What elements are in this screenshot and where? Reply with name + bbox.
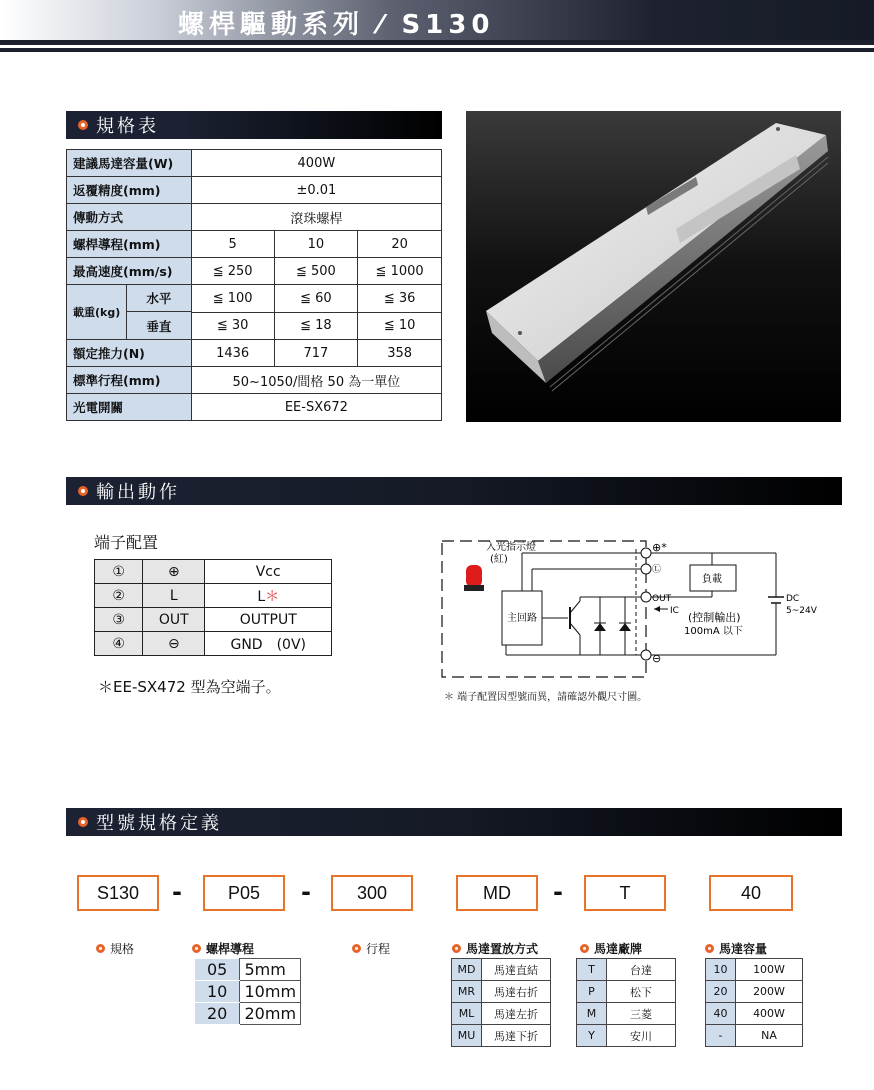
- table-row: [195, 981, 301, 1003]
- caption-mount: [452, 940, 538, 957]
- table-row: [67, 177, 442, 204]
- spec-value: 717: [274, 340, 358, 367]
- capacity-code: -: [706, 1025, 736, 1047]
- load-label: 負載: [702, 574, 722, 585]
- spec-value: 50~1050/間格 50 為一單位: [191, 367, 441, 394]
- mount-code: ML: [452, 1003, 482, 1025]
- spec-value: EE-SX672: [191, 394, 441, 421]
- spec-value: 358: [358, 340, 442, 367]
- spec-value: 1436: [191, 340, 274, 367]
- terminal-sym: OUT: [143, 608, 205, 632]
- spec-label: 螺桿導程(mm): [67, 231, 192, 258]
- spec-value: ≦ 18: [274, 312, 358, 340]
- brand-table: [576, 958, 676, 1047]
- table-row: [452, 1025, 551, 1047]
- current-label: 100mA 以下: [684, 626, 743, 637]
- spec-label: 額定推力(N): [67, 340, 192, 367]
- model-box-series: S130: [77, 875, 159, 911]
- spec-value: ≦ 250: [191, 258, 274, 285]
- table-row: [95, 560, 332, 584]
- bullet-icon: [352, 944, 361, 953]
- spec-value: ≦ 10: [358, 312, 442, 340]
- product-photo: [466, 111, 841, 422]
- mount-table: [451, 958, 551, 1047]
- table-row: [195, 959, 301, 981]
- terminal-val-text: L: [257, 588, 266, 605]
- table-row: [706, 959, 803, 981]
- indicator-led-icon: [466, 565, 482, 587]
- pitch-value: 5mm: [239, 959, 301, 981]
- ic-label: IC: [670, 606, 679, 616]
- terminal-table: [94, 559, 332, 656]
- table-row: [95, 632, 332, 656]
- spec-value: ≦ 1000: [358, 258, 442, 285]
- spec-value: ≦ 100: [191, 285, 274, 313]
- spec-sub-label: 垂直: [146, 318, 172, 334]
- table-row: [67, 258, 442, 285]
- actuator-image: [466, 111, 841, 422]
- spec-sub-label: 水平: [127, 285, 191, 312]
- mount-value: 馬達直結: [482, 959, 551, 981]
- spec-value: ±0.01: [191, 177, 441, 204]
- model-box-capacity: 40: [709, 875, 793, 911]
- indicator-label: 入光指示燈: [486, 542, 536, 553]
- brand-code: P: [577, 981, 607, 1003]
- terminal-plus: [641, 548, 651, 558]
- bullet-icon: [580, 944, 589, 953]
- mount-value: 馬達下折: [482, 1025, 551, 1047]
- terminal-sym: L: [143, 584, 205, 608]
- control-out-label: (控制輸出): [688, 611, 741, 624]
- caption-spec: [96, 940, 134, 957]
- spec-value: 5: [191, 231, 274, 258]
- mount-code: MD: [452, 959, 482, 981]
- terminal-minus: [641, 650, 651, 660]
- model-section-bar: [66, 808, 842, 836]
- mount-code: MR: [452, 981, 482, 1003]
- bullet-icon: [78, 120, 88, 130]
- model-dash: -: [553, 878, 563, 906]
- capacity-table: [705, 958, 803, 1047]
- spec-value: ≦ 36: [358, 285, 442, 313]
- pitch-table: [195, 958, 301, 1025]
- header-rule: [0, 40, 874, 45]
- sensor-boundary: [442, 541, 646, 677]
- bullet-icon: [452, 944, 461, 953]
- plus-label: ⊕*: [652, 541, 667, 554]
- terminal-num: ②: [95, 584, 143, 608]
- pitch-code: 10: [195, 981, 239, 1003]
- dc-label: DC: [786, 594, 800, 604]
- table-row: [67, 150, 442, 177]
- pitch-code: 05: [195, 959, 239, 981]
- terminal-val: [205, 584, 332, 608]
- spec-value: ≦ 500: [274, 258, 358, 285]
- caption-pitch: [192, 940, 254, 957]
- brand-code: T: [577, 959, 607, 981]
- load-cell: [67, 285, 192, 340]
- spec-label: 傳動方式: [67, 204, 192, 231]
- caption-label: 馬達廠牌: [594, 942, 643, 956]
- terminal-num: ④: [95, 632, 143, 656]
- l-label: Ⓛ: [652, 565, 662, 575]
- bullet-icon: [96, 944, 105, 953]
- caption-label: 規格: [110, 942, 135, 956]
- caption-label: 馬達置放方式: [466, 942, 539, 956]
- mount-code: MU: [452, 1025, 482, 1047]
- terminal-sym: ⊖: [143, 632, 205, 656]
- table-row: [452, 1003, 551, 1025]
- circuit-note: ＊ 端子配置因型號而異，請確認外觀尺寸圖。: [444, 692, 648, 703]
- minus-label: ⊖: [652, 652, 662, 665]
- table-row: [577, 1003, 676, 1025]
- table-row: [67, 231, 442, 258]
- bullet-icon: [192, 944, 201, 953]
- spec-label: 載重(kg): [67, 285, 127, 339]
- brand-code: M: [577, 1003, 607, 1025]
- main-circuit-label: 主回路: [507, 613, 537, 624]
- spec-value: 滾珠螺桿: [191, 204, 441, 231]
- caption-label: 馬達容量: [719, 942, 768, 956]
- asterisk-mark: ＊: [265, 588, 280, 605]
- caption-capacity: [705, 940, 767, 957]
- model-box-mount: MD: [456, 875, 538, 911]
- terminal-val: OUTPUT: [205, 608, 332, 632]
- led-base: [464, 585, 484, 591]
- capacity-value: 100W: [736, 959, 803, 981]
- capacity-value: 400W: [736, 1003, 803, 1025]
- model-box-brand: T: [584, 875, 666, 911]
- table-row: [95, 584, 332, 608]
- table-row: [706, 1003, 803, 1025]
- caption-brand: [580, 940, 642, 957]
- spec-table: [66, 149, 442, 421]
- capacity-value: 200W: [736, 981, 803, 1003]
- model-box-stroke: 300: [331, 875, 413, 911]
- capacity-code: 20: [706, 981, 736, 1003]
- table-row: [577, 1025, 676, 1047]
- terminal-l: [641, 564, 651, 574]
- terminal-sym: ⊕: [143, 560, 205, 584]
- capacity-code: 40: [706, 1003, 736, 1025]
- mount-value: 馬達右折: [482, 981, 551, 1003]
- capacity-value: NA: [736, 1025, 803, 1047]
- spec-value: ≦ 30: [191, 312, 274, 340]
- bullet-icon: [78, 817, 88, 827]
- spec-value: 20: [358, 231, 442, 258]
- spec-label: 最高速度(mm/s): [67, 258, 192, 285]
- table-row: [67, 285, 442, 313]
- bullet-icon: [705, 944, 714, 953]
- brand-value: 松下: [607, 981, 676, 1003]
- pitch-value: 10mm: [239, 981, 301, 1003]
- capacity-code: 10: [706, 959, 736, 981]
- terminal-num: ①: [95, 560, 143, 584]
- table-row: [67, 367, 442, 394]
- model-dash: -: [172, 878, 182, 906]
- table-row: [577, 981, 676, 1003]
- spec-label: 返覆精度(mm): [67, 177, 192, 204]
- table-row: [67, 394, 442, 421]
- bullet-icon: [78, 486, 88, 496]
- brand-value: 三菱: [607, 1003, 676, 1025]
- spec-label: 光電開關: [67, 394, 192, 421]
- table-row: [452, 959, 551, 981]
- pitch-value: 20mm: [239, 1003, 301, 1025]
- indicator-sub-label: (紅): [490, 554, 508, 565]
- spec-label: 建議馬達容量(W): [67, 150, 192, 177]
- brand-code: Y: [577, 1025, 607, 1047]
- table-row: [195, 1003, 301, 1025]
- spec-section-title: 規格表: [96, 116, 159, 137]
- terminal-num: ③: [95, 608, 143, 632]
- header-rule-thin: [0, 48, 874, 52]
- page-title: 螺桿驅動系列 ⁄ S130: [178, 10, 495, 40]
- model-section-title: 型號規格定義: [96, 813, 222, 834]
- table-row: [67, 340, 442, 367]
- terminal-out: [641, 592, 651, 602]
- output-section-title: 輸出動作: [96, 482, 180, 503]
- spec-value: 400W: [191, 150, 441, 177]
- spec-label: 標準行程(mm): [67, 367, 192, 394]
- table-row: [95, 608, 332, 632]
- caption-label: 螺桿導程: [206, 942, 255, 956]
- mount-value: 馬達左折: [482, 1003, 551, 1025]
- model-dash: -: [301, 878, 311, 906]
- table-row: [577, 959, 676, 981]
- spec-value: ≦ 60: [274, 285, 358, 313]
- terminal-note: ＊EE-SX472 型為空端子。: [98, 678, 281, 696]
- terminal-val: GND (0V): [205, 632, 332, 656]
- spec-section-bar: [66, 111, 442, 139]
- caption-label: 行程: [366, 942, 391, 956]
- model-box-pitch: P05: [203, 875, 285, 911]
- output-section-bar: [66, 477, 842, 505]
- voltage-label: 5~24V: [786, 606, 817, 616]
- table-row: [67, 204, 442, 231]
- circuit-diagram: [440, 535, 840, 685]
- terminal-title: 端子配置: [94, 533, 159, 552]
- out-label: OUT: [652, 594, 672, 604]
- table-row: [706, 1025, 803, 1047]
- terminal-val: Vcc: [205, 560, 332, 584]
- table-row: [706, 981, 803, 1003]
- brand-value: 台達: [607, 959, 676, 981]
- table-row: [452, 981, 551, 1003]
- brand-value: 安川: [607, 1025, 676, 1047]
- pitch-code: 20: [195, 1003, 239, 1025]
- caption-stroke: [352, 940, 390, 957]
- spec-value: 10: [274, 231, 358, 258]
